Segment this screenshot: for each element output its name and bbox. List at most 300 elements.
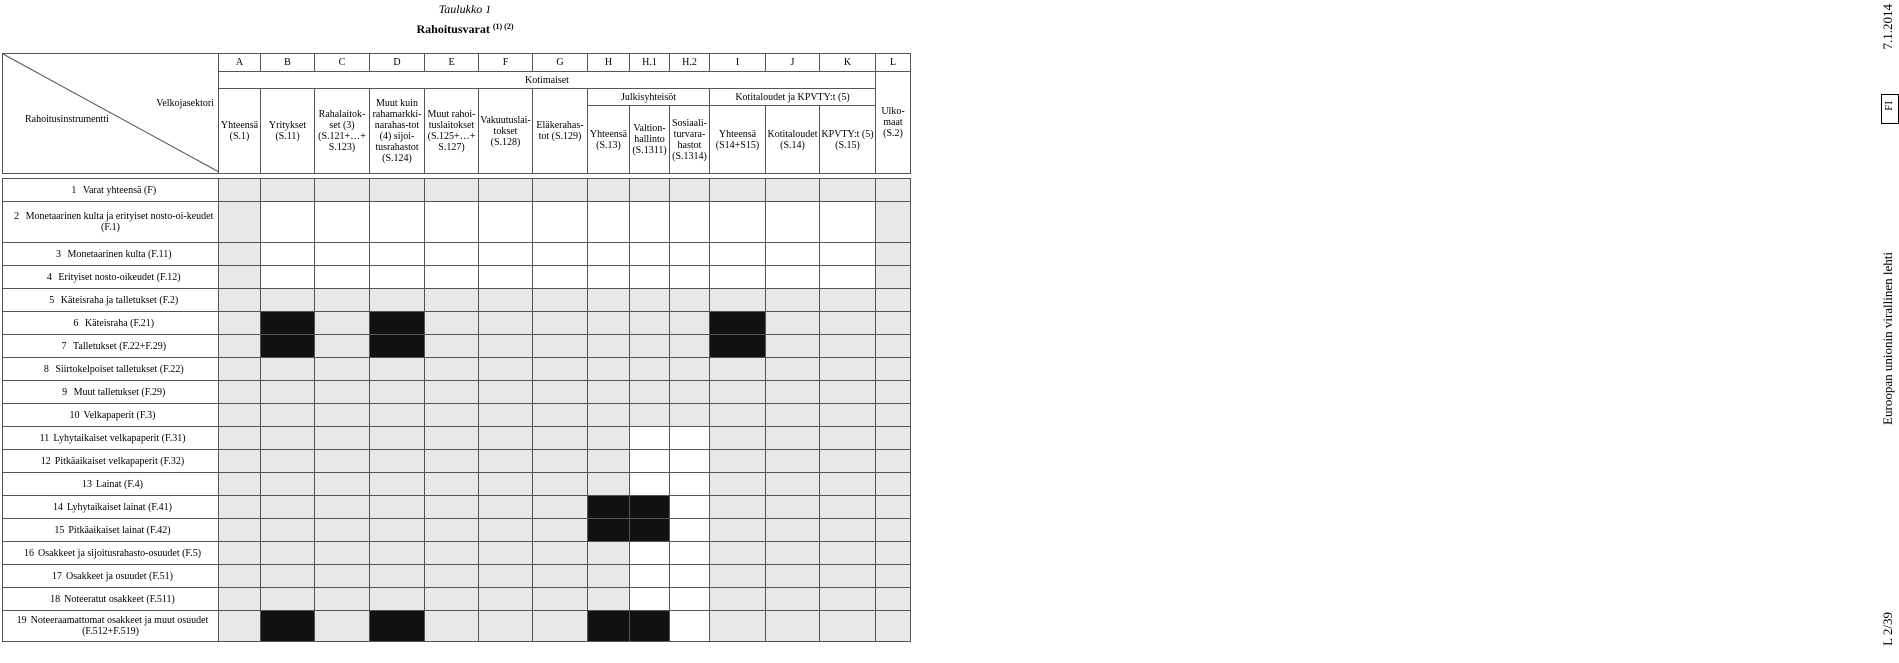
- data-cell: [425, 312, 479, 335]
- data-cell: [670, 266, 710, 289]
- row-label-text: Osakkeet ja sijoitusrahasto-osuudet (F.5): [37, 547, 202, 559]
- data-cell: [219, 202, 261, 243]
- instrument-header: Rahoitusinstrumentti: [25, 114, 109, 125]
- table-row: [3, 588, 911, 611]
- col-letter: K: [820, 54, 876, 72]
- data-cell: [479, 473, 533, 496]
- table-row: [3, 266, 911, 289]
- data-cell: [533, 289, 588, 312]
- data-cell: [370, 519, 425, 542]
- data-cell: [670, 588, 710, 611]
- data-cell: [261, 312, 315, 335]
- data-cell: [370, 588, 425, 611]
- data-cell: [479, 611, 533, 642]
- data-cell: [766, 450, 820, 473]
- data-cell: [370, 450, 425, 473]
- row-label: [3, 496, 219, 519]
- data-cell: [766, 611, 820, 642]
- data-cell: [533, 266, 588, 289]
- col-header-I: Yhteensä (S14+S15): [710, 106, 766, 174]
- data-cell: [670, 542, 710, 565]
- data-cell: [670, 243, 710, 266]
- data-cell: [710, 266, 766, 289]
- data-cell: [876, 404, 911, 427]
- data-cell: [261, 427, 315, 450]
- data-cell: [820, 450, 876, 473]
- data-cell: [219, 358, 261, 381]
- data-cell: [533, 450, 588, 473]
- data-cell: [479, 427, 533, 450]
- side-margin: [940, 0, 1895, 663]
- col-letter: H.1: [630, 54, 670, 72]
- data-cell: [479, 335, 533, 358]
- data-cell: [315, 450, 370, 473]
- table-row: [3, 358, 911, 381]
- col-header-B: Yritykset (S.11): [261, 89, 315, 174]
- data-cell: [479, 496, 533, 519]
- data-cell: [820, 588, 876, 611]
- data-cell: [533, 588, 588, 611]
- data-cell: [630, 381, 670, 404]
- data-cell: [261, 243, 315, 266]
- row-label: [3, 542, 219, 565]
- journal-name: Euroopan unionin virallinen lehti: [1880, 252, 1895, 425]
- data-cell: [219, 519, 261, 542]
- data-cell: [820, 335, 876, 358]
- data-cell: [876, 473, 911, 496]
- data-cell: [670, 496, 710, 519]
- data-cell: [766, 202, 820, 243]
- data-cell: [533, 542, 588, 565]
- data-cell: [588, 312, 630, 335]
- data-cell: [261, 496, 315, 519]
- data-cell: [533, 358, 588, 381]
- data-cell: [479, 289, 533, 312]
- data-cell: [820, 266, 876, 289]
- row-number: 19: [16, 615, 27, 626]
- data-cell: [710, 404, 766, 427]
- data-cell: [710, 611, 766, 642]
- row-label: [3, 473, 219, 496]
- data-cell: [425, 542, 479, 565]
- data-cell: [315, 179, 370, 202]
- row-number: 16: [23, 547, 34, 559]
- table-row: [3, 473, 911, 496]
- data-cell: [479, 565, 533, 588]
- data-cell: [261, 542, 315, 565]
- row-label-text: Pitkäaikaiset lainat (F.42): [68, 524, 171, 536]
- data-cell: [820, 202, 876, 243]
- data-cell: [630, 335, 670, 358]
- data-cell: [588, 381, 630, 404]
- data-cell: [670, 611, 710, 642]
- row-number: 7: [61, 340, 67, 352]
- data-cell: [479, 588, 533, 611]
- data-cell: [261, 381, 315, 404]
- row-label: [3, 335, 219, 358]
- table-row: [3, 202, 911, 243]
- data-cell: [588, 404, 630, 427]
- data-cell: [533, 312, 588, 335]
- data-cell: [630, 565, 670, 588]
- data-cell: [876, 358, 911, 381]
- data-cell: [588, 496, 630, 519]
- data-cell: [876, 519, 911, 542]
- data-cell: [766, 496, 820, 519]
- data-cell: [315, 404, 370, 427]
- data-cell: [261, 588, 315, 611]
- data-cell: [766, 289, 820, 312]
- data-cell: [710, 179, 766, 202]
- data-cell: [370, 335, 425, 358]
- data-cell: [630, 473, 670, 496]
- row-number: 3: [55, 248, 61, 260]
- data-cell: [670, 565, 710, 588]
- col-letter: J: [766, 54, 820, 72]
- data-cell: [315, 473, 370, 496]
- row-label-text: Osakkeet ja osuudet (F.51): [66, 570, 173, 582]
- creditor-sector-header: Velkojasektori: [156, 98, 214, 109]
- row-label-text: Lyhytaikaiset velkapaperit (F.31): [53, 432, 186, 444]
- data-cell: [479, 358, 533, 381]
- col-header-E: Muut rahoi-tuslaitokset (S.125+…+ S.127): [425, 89, 479, 174]
- data-cell: [425, 335, 479, 358]
- data-cell: [425, 427, 479, 450]
- financial-assets-table: [2, 53, 911, 642]
- col-letter: A: [219, 54, 261, 72]
- data-cell: [479, 519, 533, 542]
- data-cell: [876, 243, 911, 266]
- data-cell: [533, 519, 588, 542]
- col-header-H1: Valtion-hallinto (S.1311): [630, 106, 670, 174]
- data-cell: [219, 496, 261, 519]
- data-cell: [766, 473, 820, 496]
- col-letter: G: [533, 54, 588, 72]
- data-cell: [479, 202, 533, 243]
- data-cell: [820, 243, 876, 266]
- data-cell: [588, 243, 630, 266]
- data-cell: [766, 358, 820, 381]
- table-caption: Taulukko 1: [438, 2, 492, 16]
- data-cell: [670, 381, 710, 404]
- group-header-households: Kotitaloudet ja KPVTY:t (5): [710, 89, 876, 106]
- data-cell: [533, 179, 588, 202]
- row-number: 10: [69, 409, 80, 421]
- data-cell: [479, 450, 533, 473]
- data-cell: [820, 427, 876, 450]
- data-cell: [876, 565, 911, 588]
- data-cell: [315, 519, 370, 542]
- data-cell: [876, 381, 911, 404]
- data-cell: [479, 404, 533, 427]
- table-row: [3, 179, 911, 202]
- row-label-text: Noteeratut osakkeet (F.511): [64, 593, 175, 605]
- data-cell: [261, 358, 315, 381]
- data-cell: [315, 381, 370, 404]
- data-cell: [425, 473, 479, 496]
- data-cell: [425, 381, 479, 404]
- col-letter: D: [370, 54, 425, 72]
- data-cell: [588, 289, 630, 312]
- data-cell: [370, 179, 425, 202]
- row-label-text: Lyhytaikaiset lainat (F.41): [66, 501, 172, 513]
- row-number: 6: [73, 317, 79, 329]
- data-cell: [370, 358, 425, 381]
- row-label-text: Siirtokelpoiset talletukset (F.22): [55, 363, 184, 375]
- data-cell: [261, 266, 315, 289]
- data-cell: [261, 289, 315, 312]
- data-cell: [370, 243, 425, 266]
- data-cell: [261, 519, 315, 542]
- page-number: L 2/39: [1880, 612, 1895, 646]
- col-header-C: Rahalaitok-set (3) (S.121+…+ S.123): [315, 89, 370, 174]
- data-cell: [315, 243, 370, 266]
- data-cell: [766, 427, 820, 450]
- data-cell: [630, 243, 670, 266]
- group-header-general-government: Julkisyhteisöt: [588, 89, 710, 106]
- data-cell: [315, 427, 370, 450]
- row-label-text: Käteisraha ja talletukset (F.2): [60, 294, 179, 306]
- row-label: [3, 519, 219, 542]
- data-cell: [533, 427, 588, 450]
- data-cell: [766, 243, 820, 266]
- row-label: [3, 381, 219, 404]
- data-cell: [425, 404, 479, 427]
- row-label: [3, 289, 219, 312]
- row-label-text: Monetaarinen kulta (F.11): [67, 248, 172, 260]
- data-cell: [370, 473, 425, 496]
- data-cell: [766, 266, 820, 289]
- data-cell: [876, 611, 911, 642]
- data-cell: [261, 611, 315, 642]
- table-row: [3, 611, 911, 642]
- row-label: [3, 266, 219, 289]
- table-title: [340, 22, 590, 37]
- data-cell: [670, 427, 710, 450]
- row-label-text: Velkapaperit (F.3): [83, 409, 156, 421]
- data-cell: [425, 289, 479, 312]
- data-cell: [670, 358, 710, 381]
- data-cell: [710, 565, 766, 588]
- language-box: [1881, 94, 1899, 124]
- row-number: 12: [40, 455, 51, 467]
- data-cell: [710, 542, 766, 565]
- data-cell: [630, 588, 670, 611]
- row-number: 9: [62, 386, 68, 398]
- data-cell: [533, 565, 588, 588]
- data-cell: [315, 496, 370, 519]
- row-label-text: Noteeraamattomat osakkeet ja muut osuudet (F.512+F.519): [30, 615, 209, 637]
- data-cell: [425, 179, 479, 202]
- data-cell: [588, 427, 630, 450]
- data-cell: [219, 289, 261, 312]
- group-header-domestic: Kotimaiset: [219, 72, 876, 89]
- data-cell: [533, 243, 588, 266]
- row-label: [3, 202, 219, 243]
- data-cell: [315, 588, 370, 611]
- data-cell: [820, 519, 876, 542]
- col-letter: L: [876, 54, 911, 72]
- row-number: 2: [14, 211, 20, 222]
- table-row: [3, 427, 911, 450]
- data-cell: [588, 473, 630, 496]
- data-cell: [219, 243, 261, 266]
- data-cell: [710, 312, 766, 335]
- data-cell: [876, 202, 911, 243]
- table-row: [3, 289, 911, 312]
- data-cell: [710, 243, 766, 266]
- row-label-text: Lainat (F.4): [96, 478, 143, 490]
- data-cell: [766, 404, 820, 427]
- col-header-L: Ulko-maat (S.2): [876, 72, 911, 174]
- data-cell: [261, 202, 315, 243]
- table-body: [3, 179, 911, 642]
- data-cell: [533, 473, 588, 496]
- col-header-G: Eläkerahas-tot (S.129): [533, 89, 588, 174]
- data-cell: [820, 289, 876, 312]
- data-cell: [670, 404, 710, 427]
- title-text: Rahoitusvarat: [416, 22, 490, 36]
- data-cell: [479, 542, 533, 565]
- data-cell: [820, 542, 876, 565]
- col-letter: H.2: [670, 54, 710, 72]
- row-number: 4: [46, 271, 52, 283]
- table-row: [3, 381, 911, 404]
- data-cell: [820, 381, 876, 404]
- row-label: [3, 450, 219, 473]
- data-cell: [425, 358, 479, 381]
- data-cell: [533, 611, 588, 642]
- data-cell: [588, 565, 630, 588]
- data-cell: [876, 588, 911, 611]
- data-cell: [876, 542, 911, 565]
- data-cell: [370, 404, 425, 427]
- data-cell: [425, 565, 479, 588]
- data-cell: [370, 496, 425, 519]
- data-cell: [876, 312, 911, 335]
- data-cell: [630, 312, 670, 335]
- data-cell: [370, 289, 425, 312]
- row-label: [3, 243, 219, 266]
- data-cell: [670, 519, 710, 542]
- table-row: [3, 243, 911, 266]
- data-cell: [219, 312, 261, 335]
- data-cell: [876, 266, 911, 289]
- data-cell: [766, 381, 820, 404]
- data-cell: [219, 381, 261, 404]
- data-cell: [710, 358, 766, 381]
- data-cell: [766, 179, 820, 202]
- data-cell: [315, 335, 370, 358]
- data-cell: [710, 202, 766, 243]
- data-cell: [370, 611, 425, 642]
- title-notes: (1) (2): [492, 22, 514, 31]
- data-cell: [219, 404, 261, 427]
- data-cell: [710, 289, 766, 312]
- data-cell: [588, 179, 630, 202]
- data-cell: [710, 588, 766, 611]
- data-cell: [315, 202, 370, 243]
- data-cell: [876, 179, 911, 202]
- data-cell: [588, 335, 630, 358]
- data-cell: [766, 335, 820, 358]
- data-cell: [315, 565, 370, 588]
- data-cell: [588, 358, 630, 381]
- data-cell: [588, 202, 630, 243]
- data-cell: [876, 289, 911, 312]
- col-header-K: KPVTY:t (5) (S.15): [820, 106, 876, 174]
- data-cell: [588, 611, 630, 642]
- data-cell: [425, 588, 479, 611]
- data-cell: [533, 404, 588, 427]
- row-label: [3, 312, 219, 335]
- data-cell: [670, 312, 710, 335]
- data-cell: [425, 611, 479, 642]
- data-cell: [219, 335, 261, 358]
- data-cell: [630, 450, 670, 473]
- data-cell: [766, 312, 820, 335]
- data-cell: [261, 335, 315, 358]
- data-cell: [315, 611, 370, 642]
- data-cell: [710, 496, 766, 519]
- row-label-text: Erityiset nosto-oikeudet (F.12): [58, 271, 181, 283]
- data-cell: [588, 519, 630, 542]
- data-cell: [261, 450, 315, 473]
- row-number: 13: [82, 478, 93, 490]
- table-row: [3, 542, 911, 565]
- row-label-text: Pitkäaikaiset velkapaperit (F.32): [54, 455, 185, 467]
- data-cell: [219, 427, 261, 450]
- data-cell: [710, 519, 766, 542]
- data-cell: [630, 611, 670, 642]
- data-cell: [219, 179, 261, 202]
- data-cell: [479, 179, 533, 202]
- col-header-F: Vakuutuslai-tokset (S.128): [479, 89, 533, 174]
- row-label: [3, 404, 219, 427]
- data-cell: [370, 312, 425, 335]
- data-cell: [670, 473, 710, 496]
- pub-date: 7.1.2014: [1880, 4, 1895, 50]
- data-cell: [425, 243, 479, 266]
- table-row: [3, 404, 911, 427]
- data-cell: [588, 266, 630, 289]
- data-cell: [479, 381, 533, 404]
- data-cell: [315, 312, 370, 335]
- data-cell: [315, 289, 370, 312]
- data-cell: [630, 542, 670, 565]
- data-cell: [479, 266, 533, 289]
- data-cell: [630, 404, 670, 427]
- data-cell: [630, 179, 670, 202]
- col-header-H2: Sosiaali-turvara-hastot (S.1314): [670, 106, 710, 174]
- data-cell: [710, 450, 766, 473]
- col-letter: F: [479, 54, 533, 72]
- data-cell: [670, 202, 710, 243]
- table-row: [3, 335, 911, 358]
- col-header-J: Kotitaloudet (S.14): [766, 106, 820, 174]
- row-label: [3, 358, 219, 381]
- row-label: [3, 611, 219, 642]
- col-letter: C: [315, 54, 370, 72]
- data-cell: [261, 473, 315, 496]
- data-cell: [219, 542, 261, 565]
- data-cell: [630, 427, 670, 450]
- row-number: 11: [39, 432, 50, 444]
- data-cell: [479, 312, 533, 335]
- data-cell: [219, 611, 261, 642]
- row-number: 15: [54, 524, 65, 536]
- data-cell: [630, 358, 670, 381]
